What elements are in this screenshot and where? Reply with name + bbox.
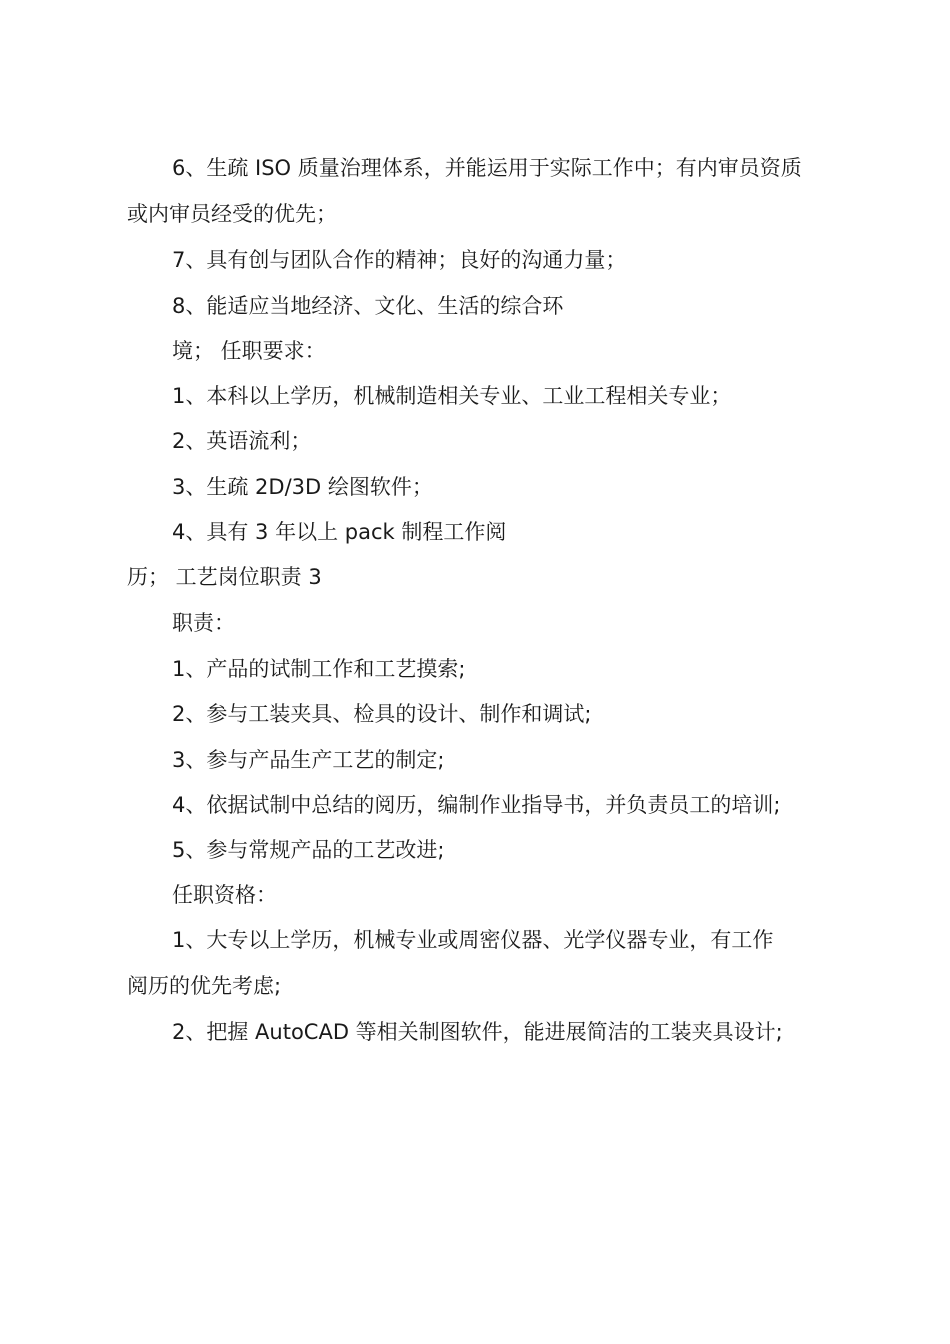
text-line: 3、生疏 2D/3D 绘图软件； (172, 475, 433, 499)
text-line: 1、大专以上学历，机械专业或周密仪器、光学仪器专业，有工作 (172, 928, 774, 952)
text-line: 6、生疏 ISO 质量治理体系，并能运用于实际工作中；有内审员资质 (172, 156, 802, 180)
text-line: 2、把握 AutoCAD 等相关制图软件，能进展简洁的工装夹具设计; (172, 1020, 783, 1044)
text-line: 1、本科以上学历，机械制造相关专业、工业工程相关专业； (172, 384, 732, 408)
text-line: 3、参与产品生产工艺的制定; (172, 748, 445, 772)
text-line: 或内审员经受的优先； (127, 202, 337, 226)
text-line: 境； 任职要求： (172, 339, 326, 363)
text-line: 历； 工艺岗位职责 3 (127, 565, 322, 589)
text-line: 4、具有 3 年以上 pack 制程工作阅 (172, 520, 507, 544)
text-line: 7、具有创与团队合作的精神；良好的沟通力量； (172, 248, 627, 272)
section-heading: 任职资格： (172, 883, 277, 907)
text-line: 8、能适应当地经济、文化、生活的综合环 (172, 294, 564, 318)
text-line: 1、产品的试制工作和工艺摸索; (172, 657, 466, 681)
text-line: 阅历的优先考虑; (127, 974, 282, 998)
text-line: 2、英语流利； (172, 429, 312, 453)
section-heading: 职责： (172, 611, 235, 635)
text-line: 5、参与常规产品的工艺改进; (172, 838, 445, 862)
text-line: 4、依据试制中总结的阅历，编制作业指导书，并负责员工的培训; (172, 793, 781, 817)
text-line: 2、参与工装夹具、检具的设计、制作和调试; (172, 702, 592, 726)
